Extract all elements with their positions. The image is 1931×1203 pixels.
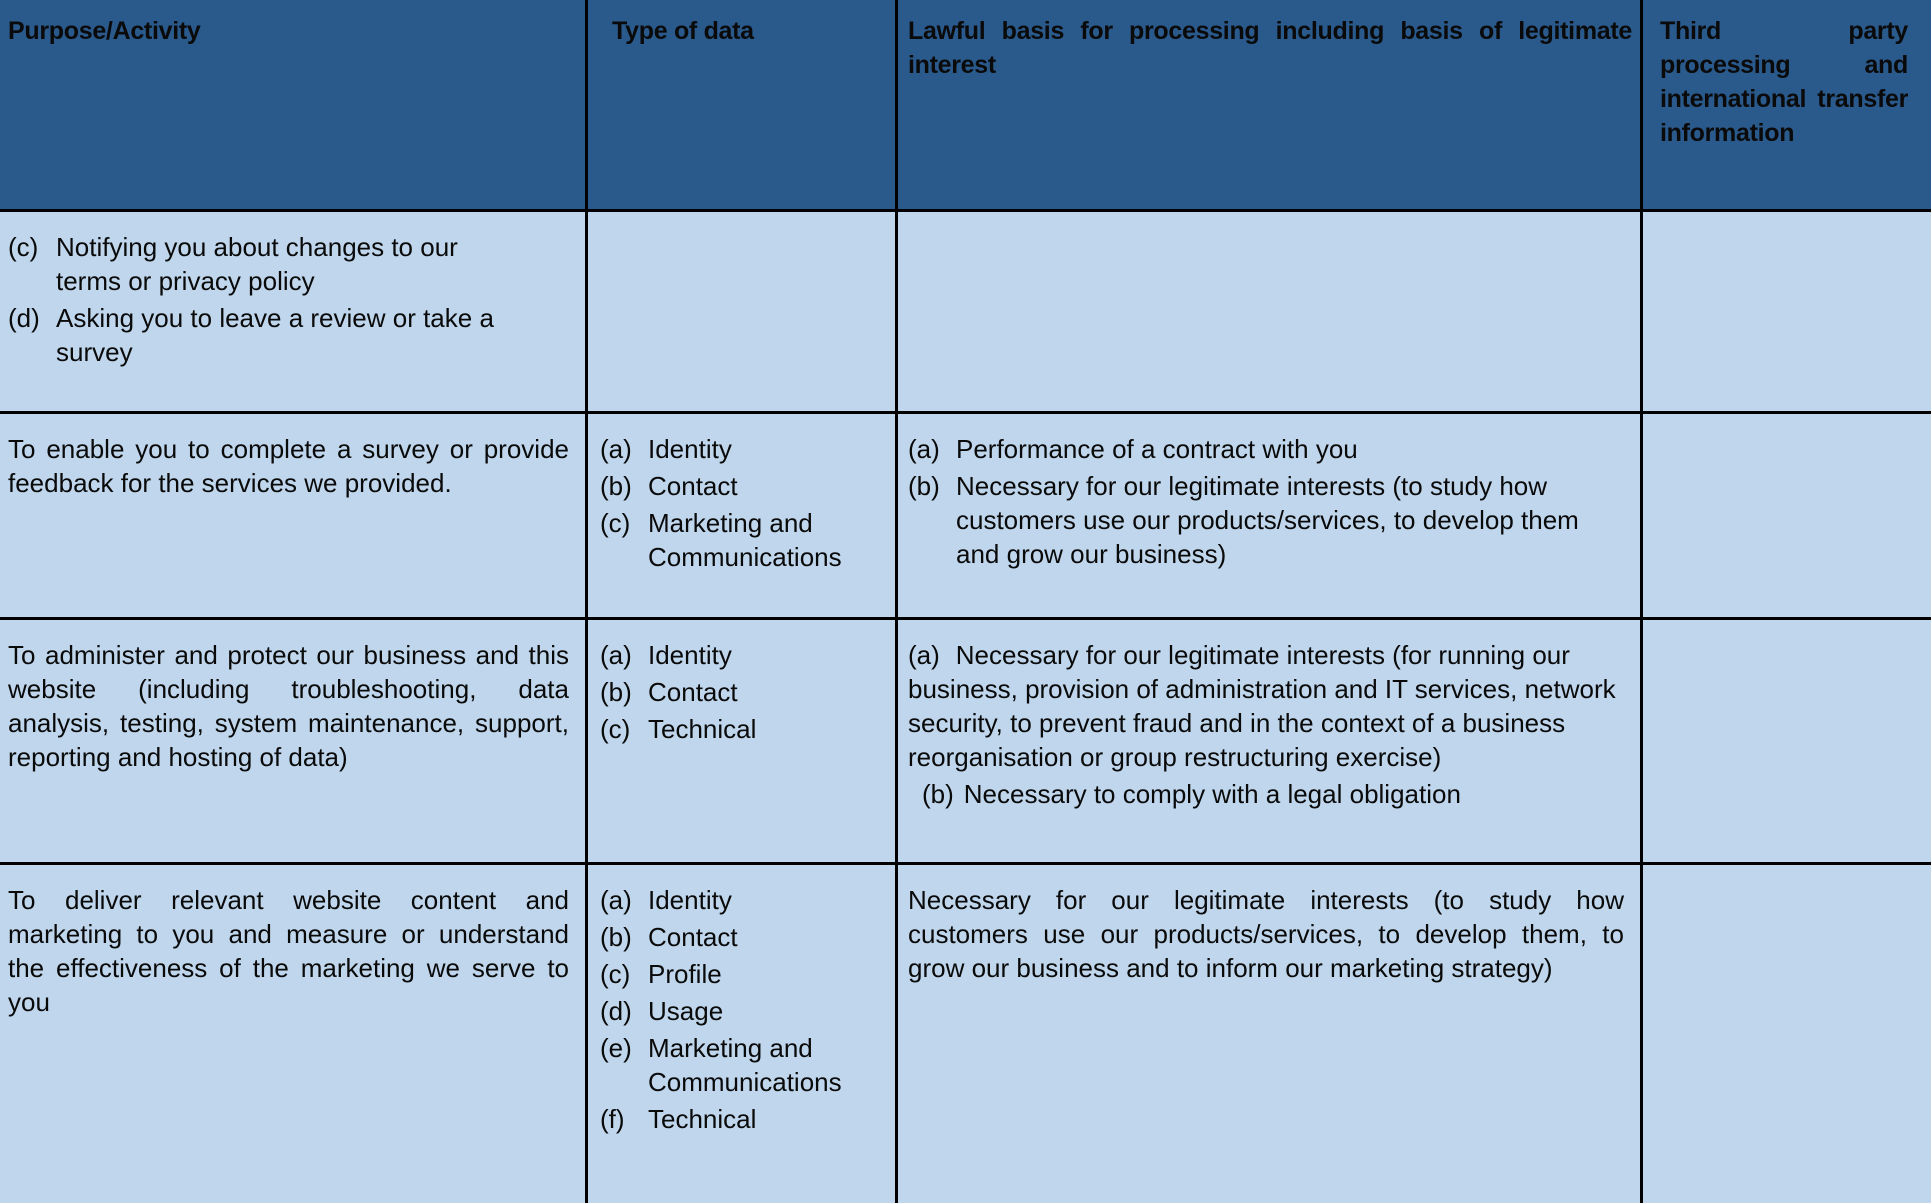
header-cell-purpose bbox=[0, 0, 585, 209]
row-notifying-lawful-basis-cell bbox=[895, 209, 1640, 411]
lawful-basis-item bbox=[908, 469, 1624, 571]
list-marker: (c) bbox=[600, 959, 631, 989]
list-marker: (d) bbox=[8, 303, 40, 333]
header-cell-type-of-data bbox=[585, 0, 895, 209]
row-administer-purpose-cell bbox=[0, 617, 585, 862]
list-marker: (d) bbox=[600, 996, 632, 1026]
list-marker: (a) bbox=[908, 640, 940, 670]
list-marker: (b) bbox=[600, 677, 632, 707]
row-administer-data-types-cell bbox=[585, 617, 895, 862]
list-text: Contact bbox=[648, 922, 738, 952]
list-text: Identity bbox=[648, 434, 732, 464]
list-text: Identity bbox=[648, 885, 732, 915]
header-label-lawful-basis: Lawful basis for processing including basis of legitimate interest bbox=[908, 17, 1632, 79]
row-survey-purpose-cell bbox=[0, 411, 585, 617]
header-cell-third-party bbox=[1640, 0, 1931, 209]
header-label-third-party: Third party processing and international transfer information bbox=[1660, 17, 1908, 147]
data-type-item bbox=[600, 675, 879, 709]
row-deliver-data-types-cell bbox=[585, 862, 895, 1203]
list-text: Notifying you about changes to our terms or privacy policy bbox=[56, 232, 458, 296]
list-marker: (b) bbox=[922, 779, 954, 809]
list-text: Necessary for our legitimate interests (to study how customers use our products/services, to develop them and grow our business) bbox=[956, 471, 1579, 569]
purpose-item bbox=[8, 230, 569, 298]
row-deliver-third-party-cell bbox=[1640, 862, 1931, 1203]
data-type-item bbox=[600, 432, 879, 466]
list-text: Identity bbox=[648, 640, 732, 670]
list-text: Performance of a contract with you bbox=[956, 434, 1358, 464]
list-text: Marketing and Communications bbox=[648, 1033, 842, 1097]
data-type-item bbox=[600, 469, 879, 503]
header-label-type-of-data: Type of data bbox=[612, 17, 754, 45]
list-marker: (c) bbox=[600, 508, 631, 538]
list-text: Technical bbox=[648, 1104, 757, 1134]
list-text: Contact bbox=[648, 471, 738, 501]
purpose-item bbox=[8, 301, 569, 369]
data-type-item bbox=[600, 1031, 879, 1099]
list-marker: (b) bbox=[908, 471, 940, 501]
purpose-text: To deliver relevant website content and marketing to you and measure or understand the effectiveness of the marketing we serve to you bbox=[8, 885, 569, 1017]
row-administer-third-party-cell bbox=[1640, 617, 1931, 862]
row-notifying-purpose-cell bbox=[0, 209, 585, 411]
data-type-item bbox=[600, 883, 879, 917]
lawful-basis-item bbox=[908, 432, 1624, 466]
lawful-basis-text: Necessary for our legitimate interests (to study how customers use our products/services, to develop them, to grow our business and to inform our marketing strategy) bbox=[908, 885, 1624, 983]
row-deliver-lawful-basis-cell bbox=[895, 862, 1640, 1203]
data-type-item bbox=[600, 638, 879, 672]
list-marker: (b) bbox=[600, 471, 632, 501]
list-marker: (b) bbox=[600, 922, 632, 952]
row-survey-third-party-cell bbox=[1640, 411, 1931, 617]
row-notifying-third-party-cell bbox=[1640, 209, 1931, 411]
lawful-basis-item bbox=[908, 638, 1624, 774]
list-text: Asking you to leave a review or take a survey bbox=[56, 303, 494, 367]
data-type-item bbox=[600, 1102, 879, 1136]
list-text: Usage bbox=[648, 996, 724, 1026]
list-marker: (e) bbox=[600, 1033, 632, 1063]
list-text: Profile bbox=[648, 959, 722, 989]
data-type-item bbox=[600, 994, 879, 1028]
list-text: Necessary to comply with a legal obligation bbox=[963, 779, 1461, 809]
purpose-text: To administer and protect our business and this website (including troubleshooting, data analysis, testing, system maintenance, support, reporting and hosting of data) bbox=[8, 640, 569, 772]
list-marker: (a) bbox=[600, 885, 632, 915]
list-marker: (a) bbox=[600, 640, 632, 670]
list-text: Necessary for our legitimate interests (for running our business, provision of administration and IT services, network security, to prevent fraud and in the context of a business reorganisation or group restructuring exercise) bbox=[908, 640, 1616, 772]
header-cell-lawful-basis bbox=[895, 0, 1640, 209]
data-type-item bbox=[600, 957, 879, 991]
data-type-item bbox=[600, 506, 879, 574]
row-deliver-purpose-cell bbox=[0, 862, 585, 1203]
data-type-item bbox=[600, 712, 879, 746]
list-marker: (c) bbox=[8, 232, 39, 262]
list-marker: (a) bbox=[908, 434, 940, 464]
header-label-purpose: Purpose/Activity bbox=[8, 17, 201, 45]
list-text: Contact bbox=[648, 677, 738, 707]
list-text: Marketing and Communications bbox=[648, 508, 842, 572]
row-survey-data-types-cell bbox=[585, 411, 895, 617]
list-marker: (f) bbox=[600, 1104, 625, 1134]
data-type-item bbox=[600, 920, 879, 954]
row-survey-lawful-basis-cell bbox=[895, 411, 1640, 617]
row-notifying-data-types-cell bbox=[585, 209, 895, 411]
list-marker: (a) bbox=[600, 434, 632, 464]
list-marker: (c) bbox=[600, 714, 631, 744]
purpose-text: To enable you to complete a survey or provide feedback for the services we provided. bbox=[8, 434, 569, 498]
row-administer-lawful-basis-cell bbox=[895, 617, 1640, 862]
list-text: Technical bbox=[648, 714, 757, 744]
lawful-basis-item bbox=[908, 777, 1624, 811]
